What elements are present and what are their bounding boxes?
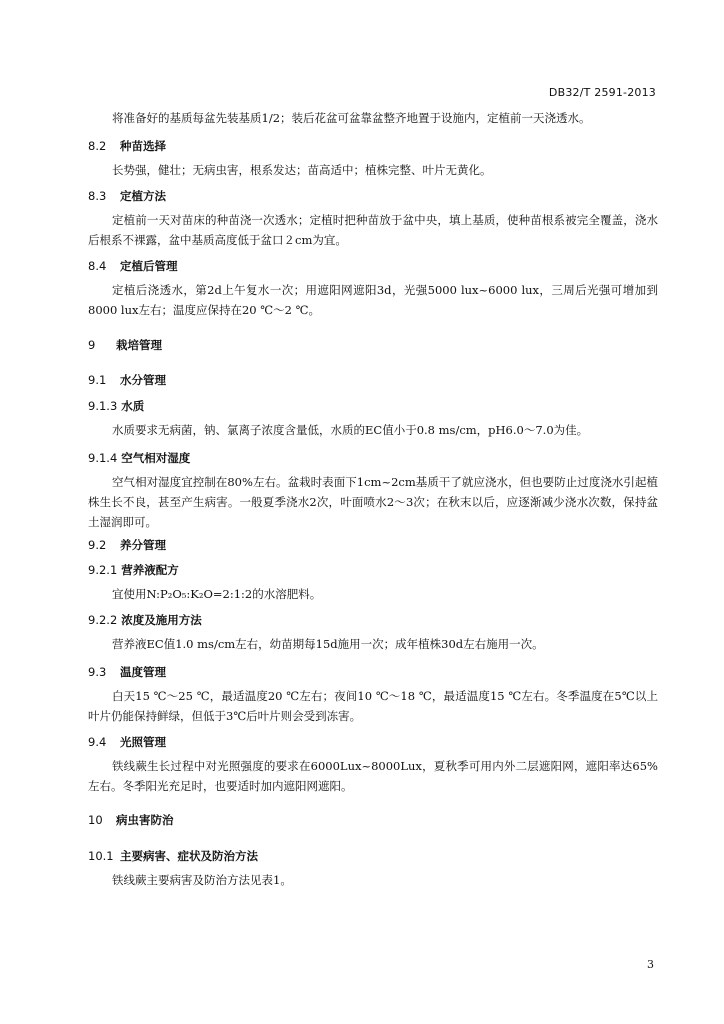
standard-code: DB32/T 2591-2013 [548,86,656,99]
section-title: 栽培管理 [116,338,162,352]
section-title: 温度管理 [120,665,166,679]
heading-9-1-3 [88,398,144,414]
section-title: 光照管理 [120,735,166,749]
heading-10-1 [88,848,258,864]
heading-9 [88,337,162,353]
heading-8-4 [88,258,178,274]
section-title: 营养液配方 [121,563,179,577]
paragraph: 白天15 ℃～25 ℃，最适温度20 ℃左右；夜间10 ℃～18 ℃，最适温度15 ℃左右。冬季温度在5℃以上叶片仍能保持鲜绿，但低于3℃后叶片则会受到冻害。 [88,689,658,723]
section-number: 9.1.4 [88,451,118,465]
paragraph: 铁线蕨生长过程中对光照强度的要求在6000Lux~8000Lux，夏秋季可用内外二层遮阳网，遮阳率达65%左右。冬季阳光充足时，也要适时加内遮阳网遮阳。 [88,759,658,793]
section-title: 主要病害、症状及防治方法 [120,849,258,863]
section-title: 定植后管理 [120,259,178,273]
section-number: 8.3 [88,189,107,203]
heading-9-3 [88,664,166,680]
section-title: 空气相对湿度 [121,451,191,465]
heading-8-3 [88,188,166,204]
section-number: 9.2.2 [88,613,118,627]
heading-9-4 [88,734,166,750]
section-title: 病虫害防治 [116,813,174,827]
section-number: 8.2 [88,139,107,153]
section-number: 9.3 [88,665,107,679]
section-number: 9.1 [88,373,107,387]
paragraph: 定植前一天对苗床的种苗浇一次透水；定植时把种苗放于盆中央，填上基质，使种苗根系被完全覆盖，浇水后根系不裸露，盆中基质高度低于盆口２cm为宜。 [88,213,658,247]
section-title: 水分管理 [120,373,166,387]
section-title: 定植方法 [120,189,166,203]
section-title: 浓度及施用方法 [121,613,202,627]
heading-9-2-2 [88,612,202,628]
paragraph: 空气相对湿度宜控制在80%左右。盆栽时表面下1cm~2cm基质干了就应浇水，但也要防止过度浇水引起植株生长不良，甚至产生病害。一般夏季浇水2次，叶面喷水2～3次；在秋末以后，应逐渐减少浇水次数，保持盆土湿润即可。 [88,475,658,529]
section-title: 水质 [121,399,145,413]
paragraph: 宜使用N:P₂O₅:K₂O=2:1:2的水溶肥料。 [112,587,322,601]
section-number: 9.2 [88,538,107,552]
paragraph: 水质要求无病菌，钠、氯离子浓度含量低，水质的EC值小于0.8 ms/cm，pH6.0～7.0为佳。 [112,423,589,437]
heading-8-2 [88,138,166,154]
heading-9-1-4 [88,450,190,466]
section-number: 10.1 [88,849,114,863]
section-number: 8.4 [88,259,107,273]
heading-9-2 [88,537,166,553]
section-number: 9.4 [88,735,107,749]
paragraph: 长势强，健壮；无病虫害，根系发达；苗高适中；植株完整、叶片无黄化。 [112,163,492,177]
section-number: 9.2.1 [88,563,118,577]
paragraph: 铁线蕨主要病害及防治方法见表1。 [112,873,292,887]
section-number: 10 [88,813,103,827]
paragraph: 营养液EC值1.0 ms/cm左右，幼苗期每15d施用一次；成年植株30d左右施用一次。 [112,637,544,651]
heading-10 [88,812,174,828]
heading-9-2-1 [88,562,179,578]
heading-9-1 [88,372,166,388]
section-number: 9 [88,338,96,352]
section-title: 种苗选择 [120,139,166,153]
paragraph: 将准备好的基质每盆先装基质1/2；装后花盆可盆靠盆整齐地置于设施内，定植前一天浇透水。 [112,111,591,125]
section-number: 9.1.3 [88,399,118,413]
paragraph: 定植后浇透水，第2d上午复水一次；用遮阳网遮阳3d，光强5000 lux~6000 lux，三周后光强可增加到8000 lux左右；温度应保持在20 ℃～2 ℃。 [88,283,658,317]
page-number: 3 [647,958,654,971]
section-title: 养分管理 [120,538,166,552]
